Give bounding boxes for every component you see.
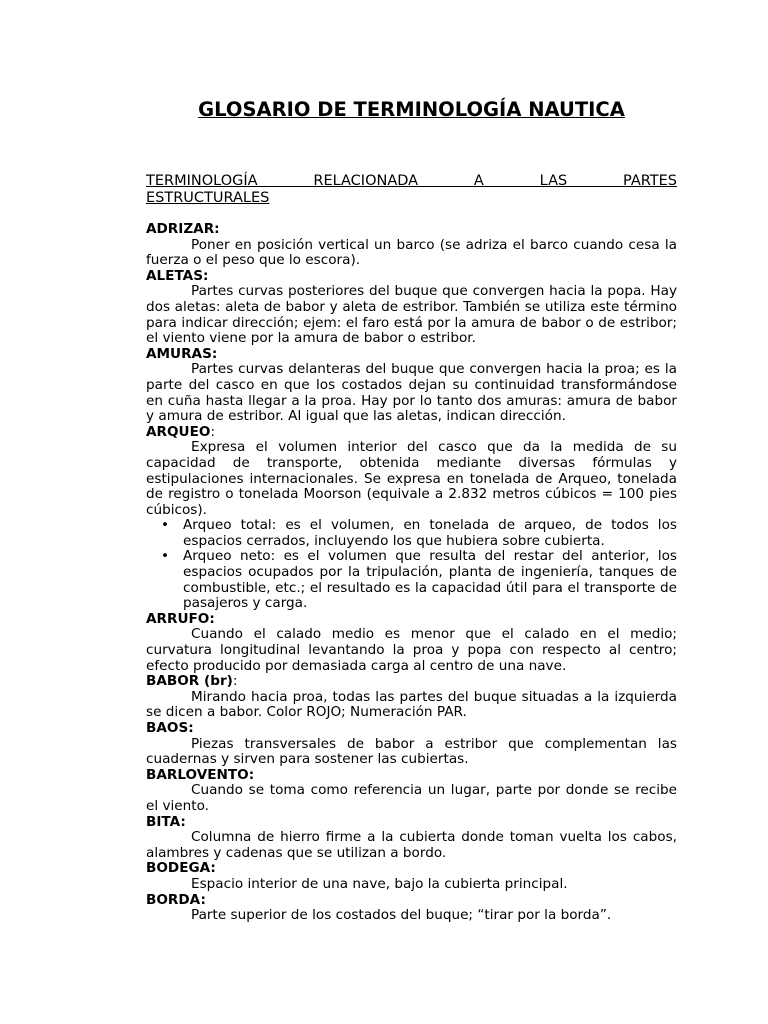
glossary-definition: Partes curvas posteriores del buque que convergen hacia la popa. Hay dos aletas: aleta de babor y aleta de estribor. También se utiliza este término para indicar dirección; ejem: el faro está por la amura de babor o de estribor; el viento viene por la amura de babor o estribor. — [146, 283, 677, 347]
glossary-entry — [146, 269, 677, 347]
glossary-entry — [146, 861, 677, 892]
glossary-term-text: ARRUFO: — [146, 610, 215, 627]
glossary-definition: Expresa el volumen interior del casco que da la medida de su capacidad de transporte, obtenida mediante diversas fórmulas y estipulaciones internacionales. Se expresa en tonelada de Arqueo, tonelada de registro o tonelada Moorson (equivale a 2.832 metros cúbicos = 100 pies cúbicos). — [146, 439, 677, 518]
glossary-term — [146, 425, 677, 441]
glossary-term — [146, 815, 677, 831]
glossary-entry — [146, 721, 677, 768]
glossary-term-text: AMURAS: — [146, 345, 218, 362]
glossary-term — [146, 768, 677, 784]
glossary-entry — [146, 815, 677, 862]
glossary-term — [146, 347, 677, 363]
glossary-term — [146, 721, 677, 737]
glossary-term — [146, 612, 677, 628]
glossary-term-suffix: : — [210, 423, 216, 440]
glossary-term — [146, 861, 677, 877]
glossary-entries — [146, 222, 677, 924]
glossary-term-text: BABOR (br) — [146, 673, 233, 690]
glossary-term-suffix: : — [232, 673, 238, 690]
section-heading-line1: TERMINOLOGÍA RELACIONADA A LAS PARTES — [146, 173, 677, 189]
glossary-definition: Partes curvas delanteras del buque que convergen hacia la proa; es la parte del casco en que los costados dejan su continuidad transformándose en cuña hasta llegar a la proa. Hay por lo tanto dos amuras: amura de babor y amura de estribor. Al igual que las aletas, indican dirección. — [146, 361, 677, 425]
glossary-definition: Parte superior de los costados del buque; “tirar por la borda”. — [191, 907, 612, 924]
section-heading-line2: ESTRUCTURALES — [146, 190, 270, 206]
glossary-term-text: ADRIZAR: — [146, 221, 220, 237]
glossary-term-text: BITA: — [146, 813, 186, 830]
glossary-term-text: ARQUEO — [146, 423, 211, 440]
glossary-definition: Columna de hierro firme a la cubierta donde toman vuelta los cabos, alambres y cadenas que se utilizan a bordo. — [146, 829, 677, 861]
glossary-entry — [146, 612, 677, 674]
bullet-icon: • — [161, 517, 170, 534]
bullet-icon: • — [161, 548, 170, 565]
glossary-definition: Cuando se toma como referencia un lugar, parte por donde se recibe el viento. — [146, 782, 677, 814]
glossary-term — [146, 674, 677, 690]
glossary-term — [146, 893, 677, 909]
glossary-term — [146, 222, 677, 238]
bullet-text: Arqueo neto: es el volumen que resulta del restar del anterior, los espacios ocupados por la tripulación, planta de ingeniería, tanques de combustible, etc.; el resultado es la capacidad útil para el transporte de pasajeros y carga. — [183, 548, 677, 612]
glossary-entry — [146, 425, 677, 612]
glossary-term-text: BAOS: — [146, 720, 194, 736]
glossary-definition: Espacio interior de una nave, bajo la cubierta principal. — [191, 875, 568, 892]
bullet-list — [146, 518, 677, 612]
bullet-item — [161, 517, 677, 549]
glossary-definition: Mirando hacia proa, todas las partes del buque situadas a la izquierda se dicen a babor. Color ROJO; Numeración PAR. — [146, 688, 677, 721]
glossary-entry — [146, 674, 677, 721]
glossary-term-text: ALETAS: — [146, 267, 209, 284]
section-heading — [146, 173, 677, 207]
glossary-definition: Piezas transversales de babor a estribor que complementan las cuadernas y sirven para sostener las cubiertas. — [146, 735, 677, 768]
glossary-entry — [146, 893, 677, 924]
bullet-item — [161, 548, 677, 612]
glossary-term-text: BODEGA: — [146, 860, 216, 877]
glossary-entry — [146, 222, 677, 269]
glossary-term-text: BARLOVENTO: — [146, 766, 255, 783]
glossary-definition: Cuando el calado medio es menor que el calado en el medio; curvatura longitudinal levantando la proa y popa con respecto al centro; efecto producido por demasiada carga al centro de una nave. — [146, 626, 677, 674]
glossary-term — [146, 269, 677, 285]
glossary-entry — [146, 768, 677, 815]
glossary-definition: Poner en posición vertical un barco (se adriza el barco cuando cesa la fuerza o el peso que lo escora). — [146, 236, 677, 269]
glossary-entry — [146, 347, 677, 425]
bullet-text: Arqueo total: es el volumen, en tonelada de arqueo, de todos los espacios cerrados, incluyendo los que hubiera sobre cubierta. — [183, 517, 677, 549]
document-title: GLOSARIO DE TERMINOLOGÍA NAUTICA — [198, 98, 625, 121]
glossary-term-text: BORDA: — [146, 891, 206, 908]
